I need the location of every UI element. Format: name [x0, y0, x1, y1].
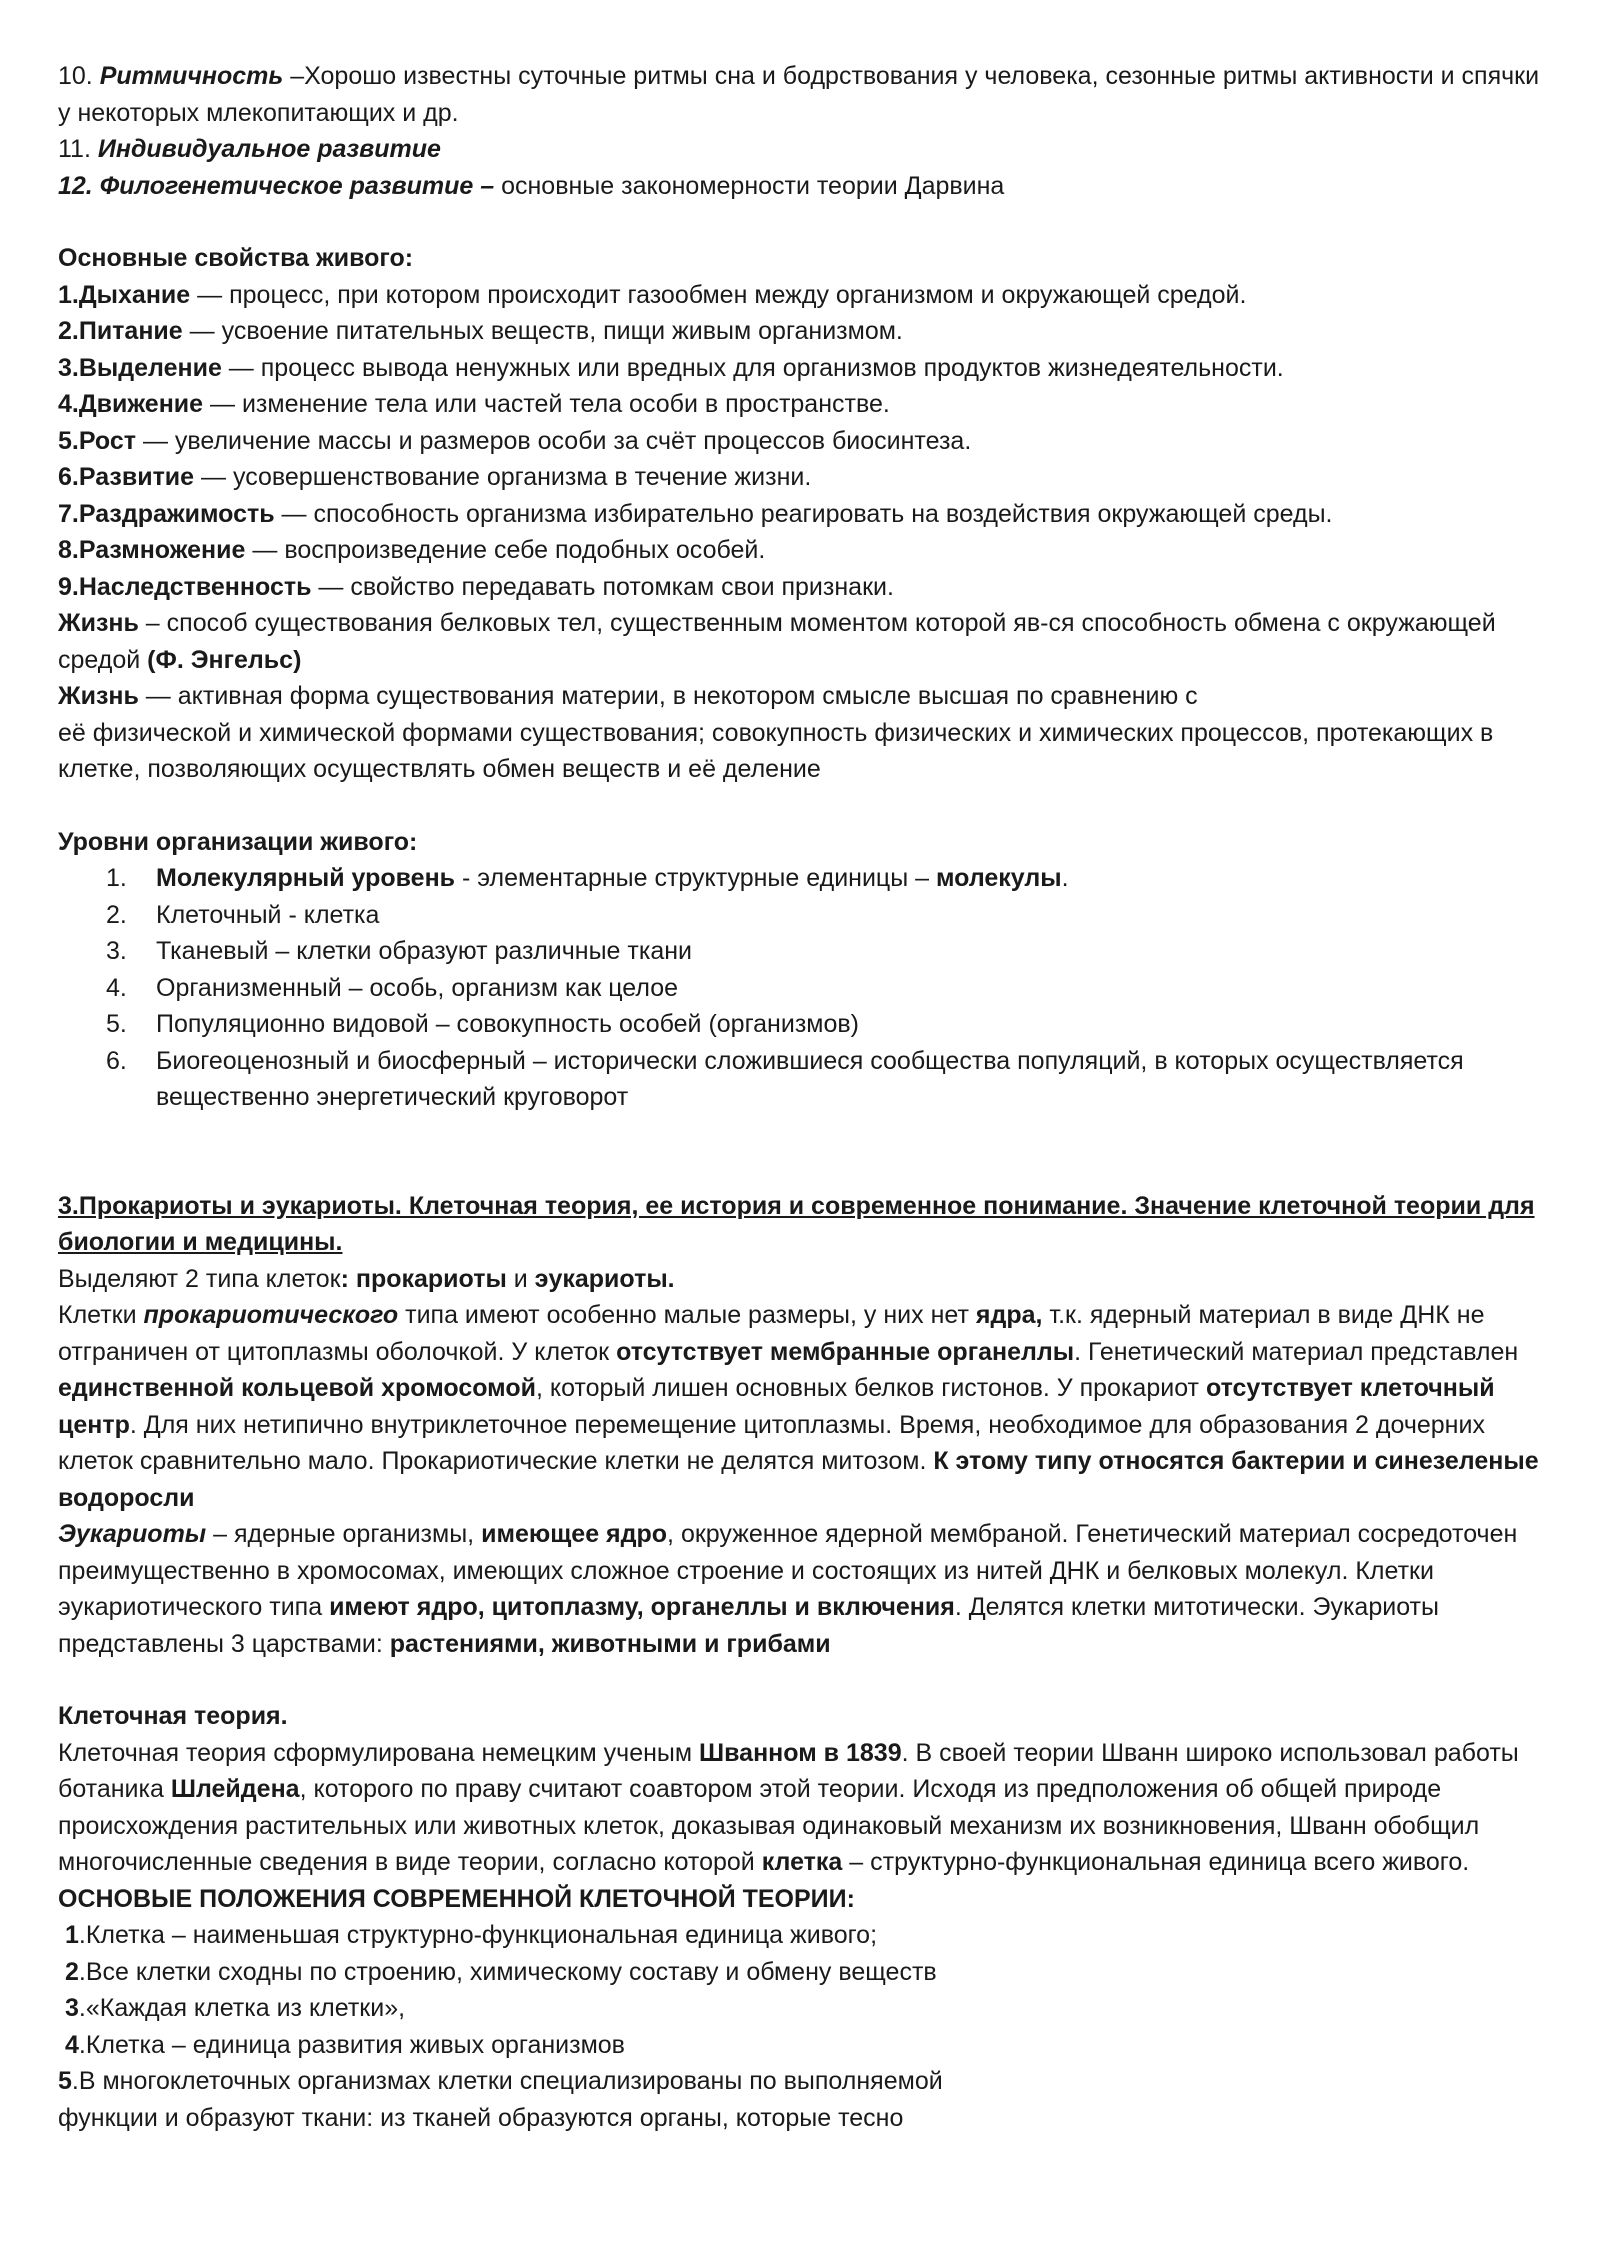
- list-number: 4: [65, 2030, 79, 2059]
- definition: –Хорошо известны суточные ритмы сна и бодрствования у человека, сезонные ритмы активности и спячки у некоторых млекопитающих и др.: [58, 62, 1540, 127]
- definition: — увеличение массы и размеров особи за счёт процессов биосинтеза.: [136, 426, 972, 455]
- position-text: .В многоклеточных организмах клетки специализированы по выполняемой: [71, 2067, 943, 2095]
- definition-cont: её физической и химической формами существования; совокупность физических и химических процессов, протекающих в клетке, позволяющих осуществлять обмен веществ и её деление: [58, 718, 1494, 783]
- list-number: 5.: [106, 1010, 127, 1038]
- term: Молекулярный уровень: [156, 864, 456, 892]
- position-item: [58, 1917, 1558, 1954]
- document-page: [58, 58, 1558, 2136]
- property-item: [58, 386, 1558, 423]
- list-text: Клеточный - клетка: [156, 900, 380, 929]
- property-item: [58, 350, 1558, 387]
- eukaryotes-paragraph: Эукариоты – ядерные организмы, имеющее ядро, окруженное ядерной мембраной. Генетический материал сосредоточен преимущественно в хромосомах, имеющих сложное строение и состоящих из нитей ДНК и белковых молекул. Клетки эукариотического типа имеют ядро, цитоплазму, органеллы и включения. Делятся клетки митотически. Эукариоты представлены 3 царствами: растениями, животными и грибами: [58, 1520, 1518, 1658]
- term: 5.Рост: [58, 426, 136, 455]
- list-number: 3: [65, 1994, 79, 2022]
- levels-list: [58, 860, 1558, 1116]
- properties-list: [58, 277, 1558, 606]
- list-number: 6.: [106, 1046, 127, 1075]
- list-item: [58, 1006, 1558, 1043]
- position-text: .Клетка – единица развития живых организмов: [78, 2030, 625, 2059]
- definition: — активная форма существования материи, в некотором смысле высшая по сравнению с: [138, 682, 1198, 710]
- position-text: .Клетка – наименьшая структурно-функциональная единица живого;: [78, 1921, 878, 1949]
- definition: основные закономерности теории Дарвина: [494, 171, 1005, 200]
- list-text: Биогеоценозный и биосферный – исторически сложившиеся сообщества популяций, в которых осуществляется вещественно энергетический круговорот: [156, 1046, 1464, 1111]
- list-number: 2: [65, 1957, 79, 1986]
- item-12: [58, 168, 1558, 205]
- definition: - элементарные структурные единицы –: [455, 864, 937, 892]
- term: 12. Филогенетическое развитие –: [58, 171, 495, 200]
- list-text: Тканевый – клетки образуют различные ткани: [156, 937, 693, 965]
- list-item: [58, 933, 1558, 970]
- list-item: [58, 860, 1558, 897]
- definition: — процесс вывода ненужных или вредных для организмов продуктов жизнедеятельности.: [221, 353, 1284, 382]
- property-item: [58, 569, 1558, 606]
- list-number: 1: [65, 1921, 79, 1949]
- position-item: [58, 1990, 1558, 2027]
- term: Ритмичность: [99, 62, 284, 90]
- definition: — изменение тела или частей тела особи в пространстве.: [203, 390, 890, 418]
- punct: .: [1061, 864, 1069, 892]
- list-item: [58, 1043, 1558, 1116]
- list-number: 4.: [106, 973, 127, 1002]
- positions-list: [58, 1917, 1558, 2063]
- definition: — процесс, при котором происходит газообмен между организмом и окружающей средой.: [190, 280, 1247, 309]
- item-11: [58, 131, 1558, 168]
- position-item: [58, 1954, 1558, 1991]
- term: 7.Раздражимость: [58, 499, 275, 528]
- position-5: [58, 2063, 1558, 2136]
- list-number: 2.: [106, 900, 127, 929]
- definition: — усовершенствование организма в течение жизни.: [194, 463, 812, 491]
- cell-theory-paragraph: Клеточная теория сформулирована немецким ученым Шванном в 1839. В своей теории Шванн широко использовал работы ботаника Шлейдена, которого по праву считают соавтором этой теории. Исходя из предположения об общей природе происхождения растительных или животных клеток, доказывая одинаковый механизм их возникновения, Шванн обобщил многочисленные сведения в виде теории, согласно которой клетка – структурно-функциональная единица всего живого.: [58, 1738, 1519, 1876]
- list-item: [58, 970, 1558, 1007]
- item-number: 10.: [58, 62, 93, 90]
- property-item: [58, 423, 1558, 460]
- prokaryotes-paragraph: Клетки прокариотического типа имеют особенно малые размеры, у них нет ядра, т.к. ядерный материал в виде ДНК не отграничен от цитоплазмы оболочкой. У клеток отсутствует мембранные органеллы. Генетический материал представлен единственной кольцевой хромосомой, который лишен основных белков гистонов. У прокариот отсутствует клеточный центр. Для них нетипично внутриклеточное перемещение цитоплазмы. Время, необходимое для образования 2 дочерних клеток сравнительно мало. Прокариотические клетки не делятся митозом. К этому типу относятся бактерии и синезеленые водоросли: [58, 1301, 1539, 1512]
- term: Жизнь: [58, 609, 139, 637]
- levels-heading: Уровни организации живого:: [58, 827, 418, 856]
- term: 1.Дыхание: [58, 280, 191, 309]
- term: Индивидуальное развитие: [97, 135, 441, 163]
- list-text: Популяционно видовой – совокупность особей (организмов): [156, 1010, 859, 1038]
- definition: – способ существования белковых тел, существенным моментом которой яв-ся способность обмена с окружающей средой: [58, 609, 1496, 674]
- property-item: [58, 313, 1558, 350]
- properties-heading: Основные свойства живого:: [58, 244, 414, 272]
- position-item: [58, 2027, 1558, 2064]
- positions-heading: ОСНОВЫЕ ПОЛОЖЕНИЯ СОВРЕМЕННОЙ КЛЕТОЧНОЙ ТЕОРИИ:: [58, 1884, 855, 1913]
- item-10: [58, 58, 1558, 131]
- list-text: Организменный – особь, организм как целое: [156, 973, 679, 1002]
- cell-theory-heading: Клеточная теория.: [58, 1702, 288, 1730]
- definition: — усвоение питательных веществ, пищи живым организмом.: [182, 317, 903, 345]
- property-item: [58, 532, 1558, 569]
- item-number: 11.: [58, 135, 91, 163]
- section-title: 3.Прокариоты и эукариоты. Клеточная теория, ее история и современное понимание. Значение клеточной теории для биологии и медицины.: [58, 1191, 1535, 1256]
- life-definition-engels: [58, 605, 1558, 678]
- position-text-cont: функции и образуют ткани: из тканей образуются органы, которые тесно: [58, 2103, 904, 2132]
- term: 6.Развитие: [58, 463, 195, 491]
- term: 8.Размножение: [58, 536, 246, 564]
- cell-types-intro: Выделяют 2 типа клеток: прокариоты и эукариоты.: [58, 1264, 675, 1293]
- term: 2.Питание: [58, 317, 183, 345]
- definition: — свойство передавать потомкам свои признаки.: [311, 572, 894, 601]
- list-number: 1.: [106, 864, 127, 892]
- definition: — воспроизведение себе подобных особей.: [245, 536, 766, 564]
- term: Жизнь: [58, 682, 139, 710]
- term: 3.Выделение: [58, 353, 222, 382]
- list-number: 3.: [106, 937, 127, 965]
- property-item: [58, 277, 1558, 314]
- term: 4.Движение: [58, 390, 204, 418]
- definition: — способность организма избирательно реагировать на воздействия окружающей среды.: [274, 499, 1333, 528]
- property-item: [58, 496, 1558, 533]
- life-definition-2: [58, 678, 1558, 788]
- position-text: .Все клетки сходны по строению, химическому составу и обмену веществ: [78, 1957, 937, 1986]
- position-text: .«Каждая клетка из клетки»,: [78, 1994, 406, 2022]
- term: молекулы: [936, 864, 1062, 892]
- property-item: [58, 459, 1558, 496]
- list-number: 5: [58, 2067, 72, 2095]
- term: 9.Наследственность: [58, 572, 312, 601]
- author: (Ф. Энгельс): [147, 645, 302, 674]
- list-item: [58, 897, 1558, 934]
